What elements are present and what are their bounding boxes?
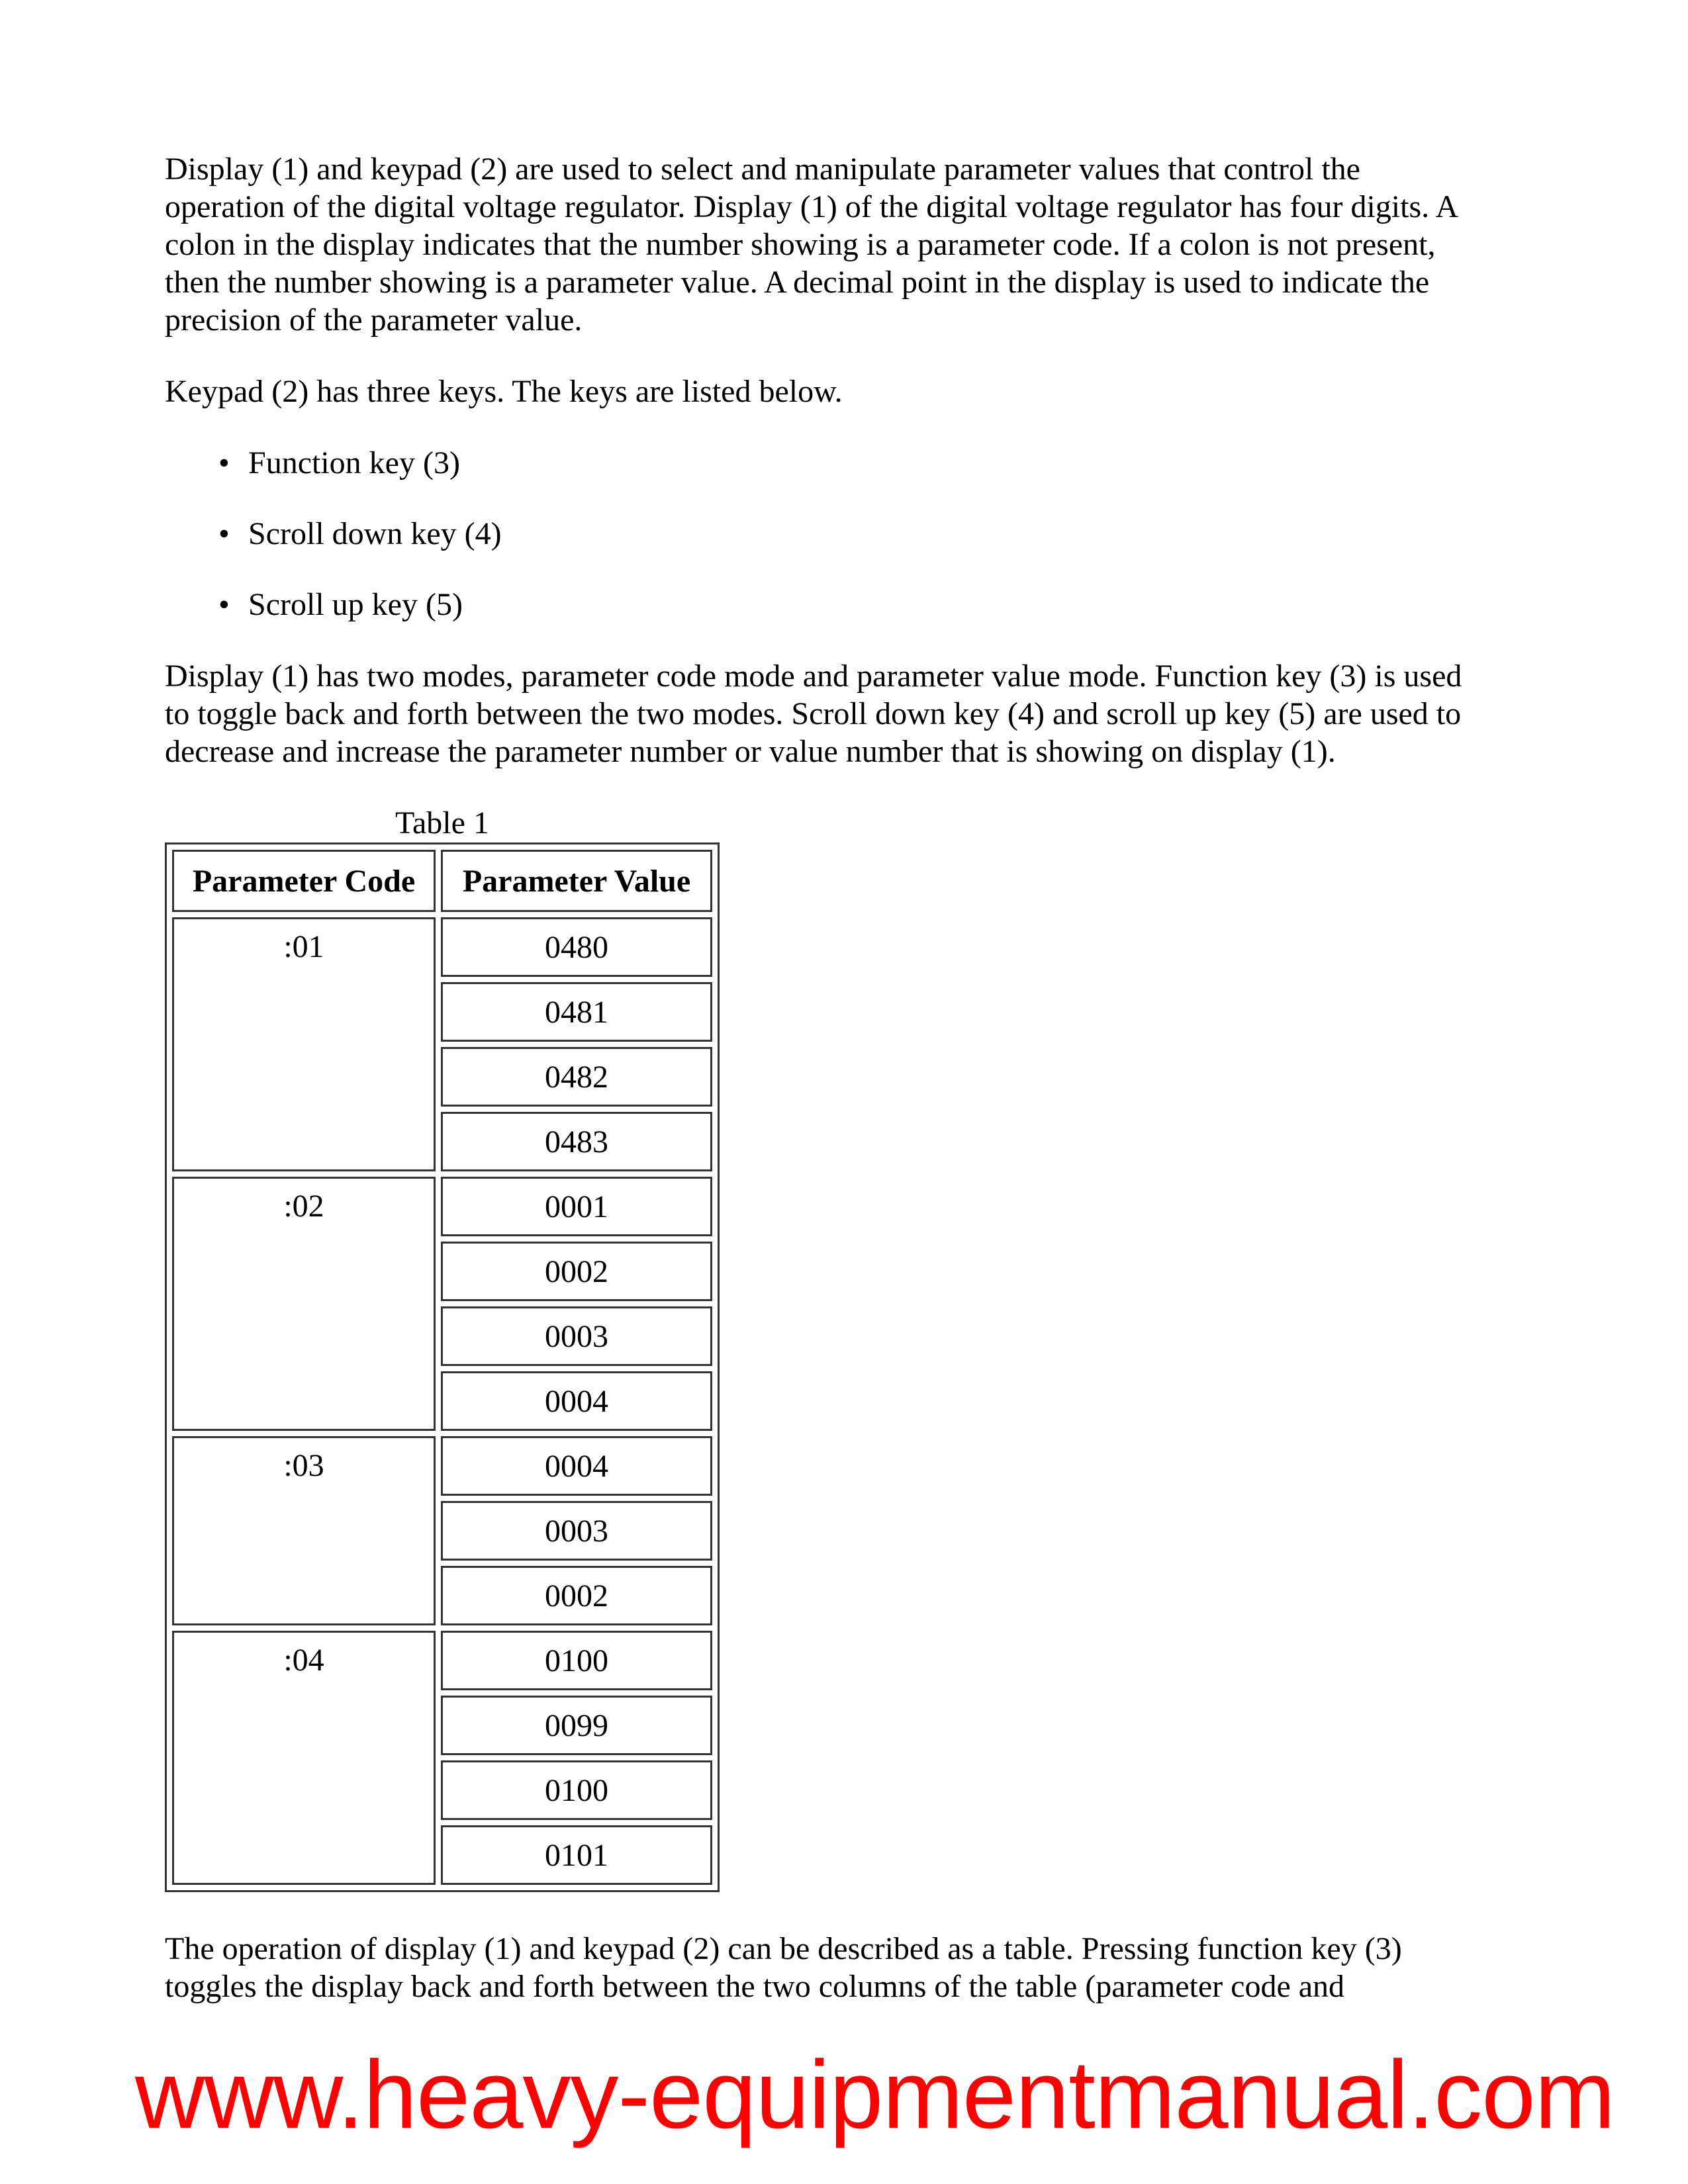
parameter-code-cell: :02 bbox=[172, 1177, 436, 1431]
text-line: Display (1) has two modes, parameter code mode and parameter value mode. Function key (3) is used bbox=[165, 659, 1462, 694]
watermark: www.heavy-equipmentmanual.com bbox=[135, 2040, 1615, 2148]
bullet-text: Scroll down key (4) bbox=[248, 516, 502, 551]
parameter-code-cell: :04 bbox=[172, 1631, 436, 1885]
bullet-icon: • bbox=[218, 587, 230, 622]
parameter-value-cell: 0004 bbox=[441, 1371, 712, 1431]
bullet-text: Scroll up key (5) bbox=[248, 587, 463, 622]
parameter-value-cell: 0480 bbox=[441, 917, 712, 977]
keypad-paragraph bbox=[165, 373, 843, 410]
parameter-code-cell: :01 bbox=[172, 917, 436, 1171]
text-line: toggles the display back and forth between the two columns of the table (parameter code and bbox=[165, 1969, 1345, 2004]
parameter-value-cell: 0482 bbox=[441, 1047, 712, 1107]
header-parameter-code: Parameter Code bbox=[172, 850, 436, 912]
text-line: operation of the digital voltage regulator. Display (1) of the digital voltage regulator has four digits. A bbox=[165, 189, 1459, 224]
modes-paragraph bbox=[165, 657, 1462, 770]
text-line: to toggle back and forth between the two modes. Scroll down key (4) and scroll up key (5) are used to bbox=[165, 696, 1462, 731]
parameter-value-cell: 0483 bbox=[441, 1112, 712, 1171]
parameter-value-cell: 0101 bbox=[441, 1825, 712, 1885]
table-row bbox=[172, 1631, 712, 1690]
table-row bbox=[172, 1177, 712, 1236]
bullet-item-scroll-down-key bbox=[218, 515, 502, 553]
text-line: Keypad (2) has three keys. The keys are listed below. bbox=[165, 374, 843, 409]
parameter-value-cell: 0004 bbox=[441, 1436, 712, 1496]
parameter-value-cell: 0001 bbox=[441, 1177, 712, 1236]
table-caption: Table 1 bbox=[395, 805, 489, 841]
intro-paragraph bbox=[165, 150, 1458, 339]
bullet-item-function-key bbox=[218, 444, 460, 482]
parameter-value-cell: 0002 bbox=[441, 1566, 712, 1625]
table-row bbox=[172, 917, 712, 977]
parameter-value-cell: 0100 bbox=[441, 1760, 712, 1820]
parameter-value-cell: 0002 bbox=[441, 1242, 712, 1301]
parameter-value-cell: 0003 bbox=[441, 1501, 712, 1561]
parameter-value-cell: 0099 bbox=[441, 1696, 712, 1755]
text-line: colon in the display indicates that the number showing is a parameter code. If a colon is not present, bbox=[165, 227, 1436, 262]
operation-paragraph bbox=[165, 1930, 1402, 2005]
parameter-table bbox=[165, 842, 720, 1892]
bullet-text: Function key (3) bbox=[248, 445, 460, 480]
parameter-value-cell: 0481 bbox=[441, 982, 712, 1042]
text-line: The operation of display (1) and keypad (2) can be described as a table. Pressing function key (3) bbox=[165, 1931, 1402, 1966]
header-parameter-value: Parameter Value bbox=[441, 850, 712, 912]
bullet-item-scroll-up-key bbox=[218, 586, 463, 623]
parameter-value-cell: 0003 bbox=[441, 1306, 712, 1366]
text-line: decrease and increase the parameter number or value number that is showing on display (1). bbox=[165, 734, 1336, 769]
bullet-icon: • bbox=[218, 516, 230, 551]
bullet-icon: • bbox=[218, 445, 230, 480]
text-line: Display (1) and keypad (2) are used to select and manipulate parameter values that control the bbox=[165, 152, 1360, 187]
text-line: then the number showing is a parameter value. A decimal point in the display is used to indicate the bbox=[165, 265, 1430, 300]
text-line: precision of the parameter value. bbox=[165, 302, 583, 338]
parameter-value-cell: 0100 bbox=[441, 1631, 712, 1690]
table-row bbox=[172, 1436, 712, 1496]
parameter-code-cell: :03 bbox=[172, 1436, 436, 1625]
